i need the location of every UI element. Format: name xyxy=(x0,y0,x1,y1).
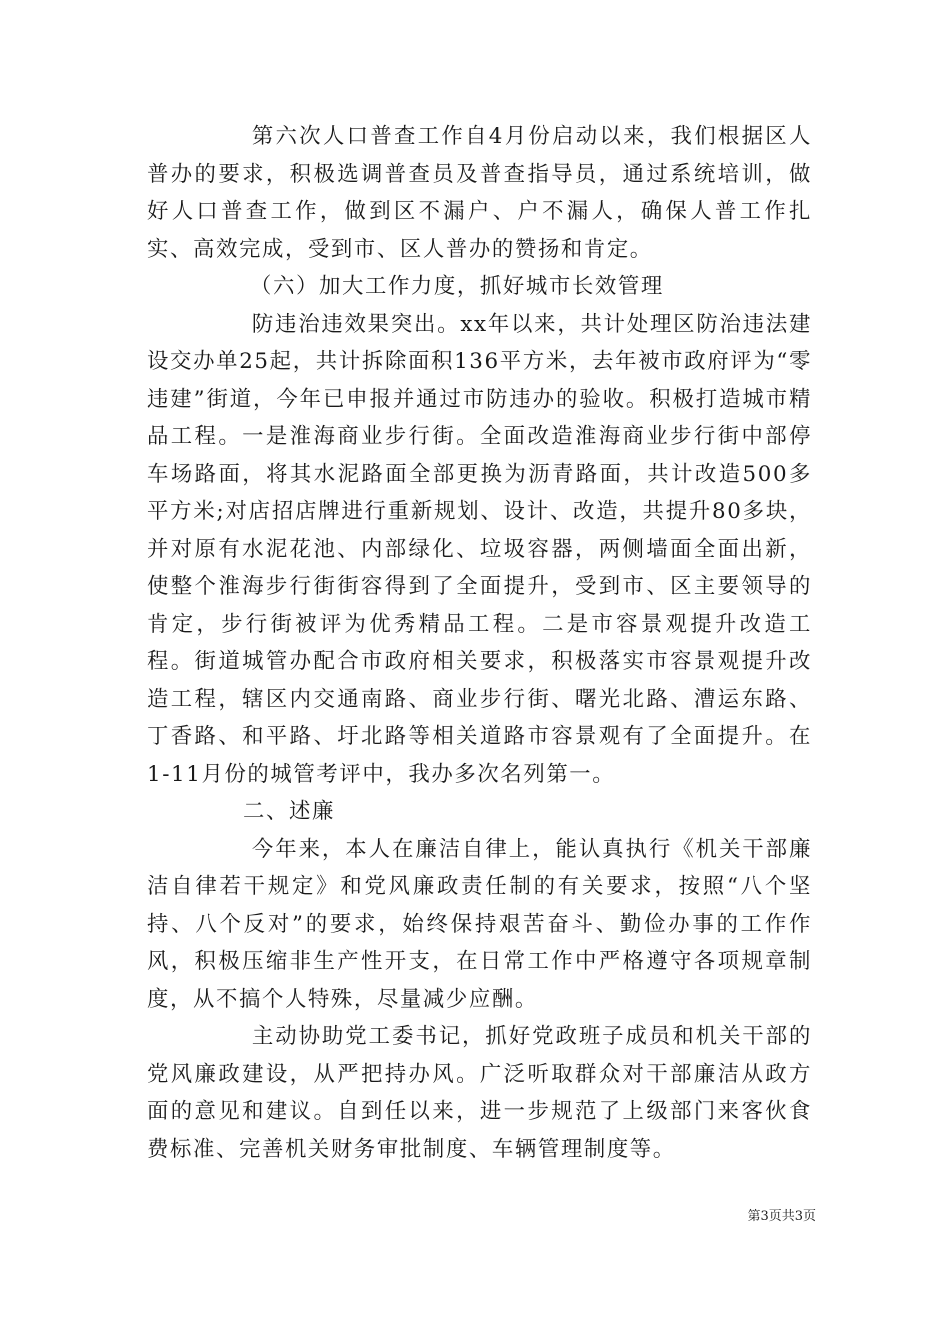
paragraph-city-management: 防违治违效果突出。xx年以来，共计处理区防治违法建设交办单25起，共计拆除面积136平方米，去年被市政府评为“零违建”街道，今年已申报并通过市防违办的验收。积极打造城市精品工程。一是淮海商业步行街。全面改造淮海商业步行街中部停车场路面，将其水泥路面全部更换为沥青路面，共计改造500多平方米;对店招店牌进行重新规划、设计、改造，共提升80多块，并对原有水泥花池、内部绿化、垃圾容器，两侧墙面全面出新，使整个淮海步行街街容得到了全面提升，受到市、区主要领导的肯定，步行街被评为优秀精品工程。二是市容景观提升改造工程。街道城管办配合市政府相关要求，积极落实市容景观提升改造工程，辖区内交通南路、商业步行街、曙光北路、漕运东路、丁香路、和平路、圩北路等相关道路市容景观有了全面提升。在1-11月份的城管考评中，我办多次名列第一。 xyxy=(147,311,812,787)
paragraph-integrity: 今年来，本人在廉洁自律上，能认真执行《机关干部廉洁自律若干规定》和党风廉政责任制的有关要求，按照“八个坚持、八个反对”的要求，始终保持艰苦奋斗、勤俭办事的工作作风，积极压缩非生产性开支，在日常工作中严格遵守各项规章制度，从不搞个人特殊，尽量减少应酬。 xyxy=(147,836,812,1012)
page-footer: 第3页共3页 xyxy=(747,1209,816,1224)
document-body xyxy=(147,118,812,1168)
section-heading-six: （六）加大工作力度，抓好城市长效管理 xyxy=(250,274,664,299)
paragraph-party-conduct: 主动协助党工委书记，抓好党政班子成员和机关干部的党风廉政建设，从严把持办风。广泛听取群众对干部廉洁从政方面的意见和建议。自到任以来，进一步规范了上级部门来客伙食费标准、完善机关财务审批制度、车辆管理制度等。 xyxy=(147,1024,812,1162)
paragraph-census: 第六次人口普查工作自4月份启动以来，我们根据区人普办的要求，积极选调普查员及普查指导员，通过系统培训，做好人口普查工作，做到区不漏户、户不漏人，确保人普工作扎实、高效完成，受到市、区人普办的赞扬和肯定。 xyxy=(147,124,812,262)
section-heading-two: 二、述廉 xyxy=(243,799,335,824)
